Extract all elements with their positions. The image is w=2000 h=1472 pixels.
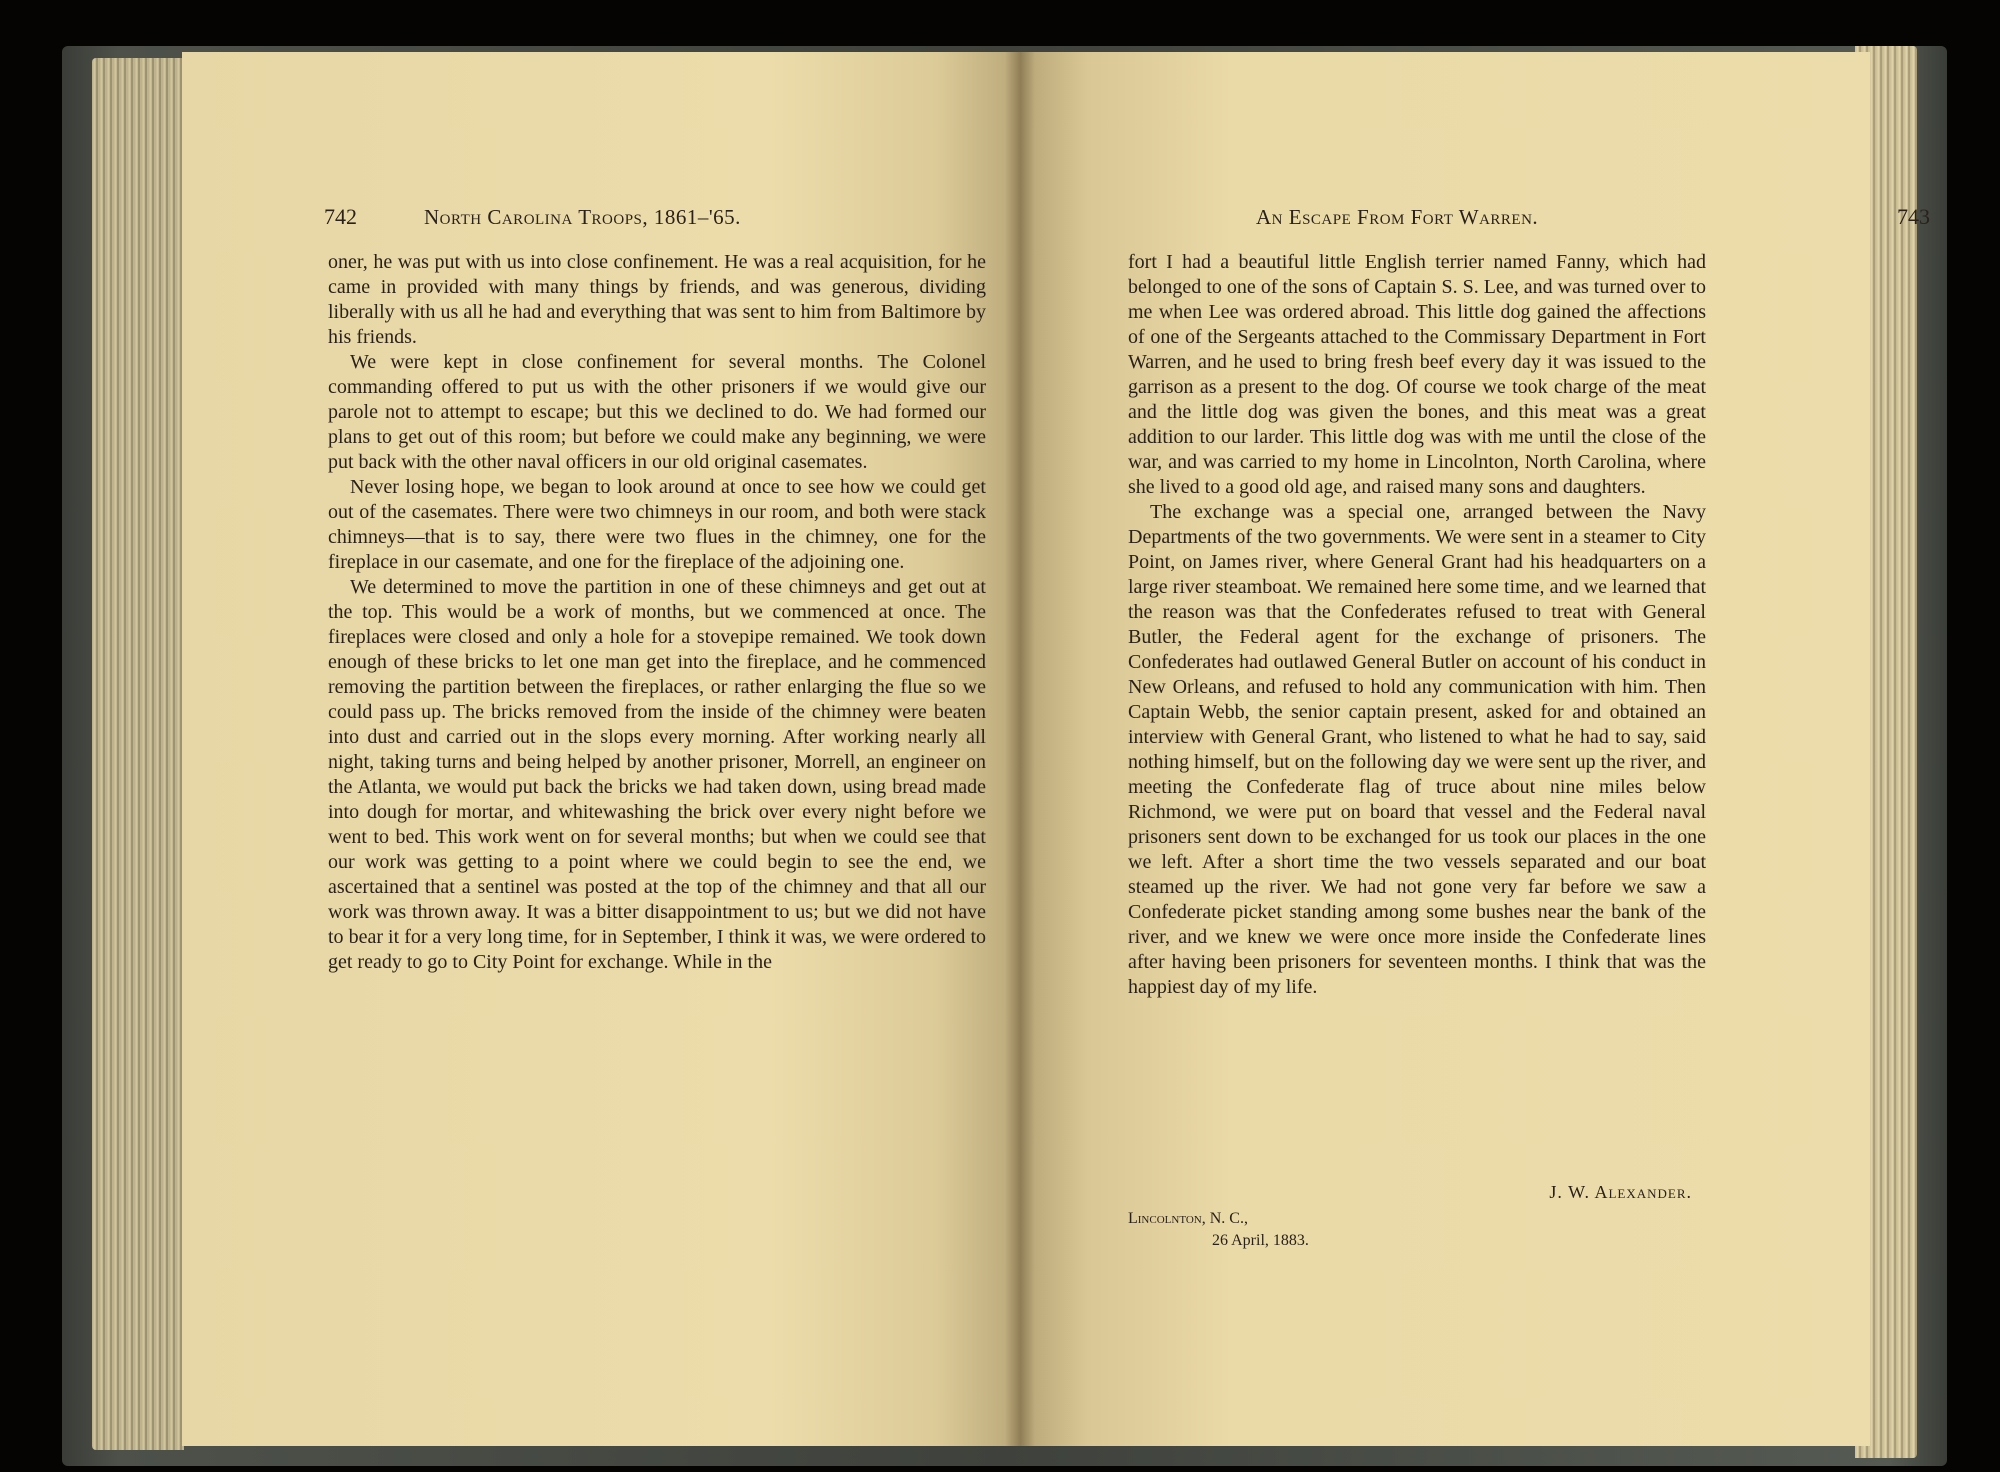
book-gutter <box>1005 52 1035 1446</box>
page-number: 743 <box>1897 204 1930 229</box>
paragraph: We determined to move the partition in one of these chimneys and get out at the top. This would be a work of months, but we commenced at once. The fireplaces were closed and only a hole for a stovepipe remained. We took down enough of these bricks to let one man get into the fireplace, and he commenced removing the partition between the fireplaces, or rather enlarging the flue so we could pass up. The bricks removed from the inside of the chimney were beaten into dust and carried out in the slops every morning. After working nearly all night, taking turns and being helped by another prisoner, Morrell, an engineer on the Atlanta, we would put back the bricks we had taken down, using bread made into dough for mortar, and whitewashing the brick over every night before we went to bed. This work went on for several months; but when we could see that our work was getting to a point where we could begin to see the end, we ascertained that a sentinel was posted at the top of the chimney and that all our work was thrown away. It was a bitter disappointment to us; but we did not have to bear it for a very long time, for in September, I think it was, we were ordered to get ready to go to City Point for exchange. While in the <box>328 576 986 973</box>
paragraph: oner, he was put with us into close confinement. He was a real acquisition, for he came in provided with many things by friends, and was generous, dividing liberally with us all he had and everything that was sent to him from Baltimore by his friends. <box>328 251 986 348</box>
page-number: 742 <box>324 204 357 229</box>
paragraph: Never losing hope, we began to look around at once to see how we could get out of the casemates. There were two chimneys in our room, and both were stack chimneys—that is to say, there were two flues in the chimney, one for the fireplace in our casemate, and one for the fireplace of the adjoining one. <box>328 476 986 573</box>
author-signature <box>1128 1180 1706 1205</box>
paragraph: fort I had a beautiful little English terrier named Fanny, which had belonged to one of the sons of Captain S. S. Lee, and was turned over to me when Lee was ordered abroad. This little dog gained the affections of one of the Sergeants attached to the Commissary Department in Fort Warren, and he used to bring fresh beef every day it was issued to the garrison as a present to the dog. Of course we took charge of the meat and the little dog was given the bones, and this meat was a great addition to our larder. This little dog was with me until the close of the war, and was carried to my home in Lincolnton, North Carolina, where she lived to a good old age, and raised many sons and daughters. <box>1128 251 1706 498</box>
left-text-block <box>328 250 986 975</box>
paragraph: We were kept in close confinement for several months. The Colonel commanding offered to put us with the other prisoners if we would give our parole not to attempt to escape; but this we declined to do. We had formed our plans to get out of this room; but before we could make any beginning, we were put back with the other naval officers in our old original casemates. <box>328 351 986 473</box>
running-title: North Carolina Troops, 1861–'65. <box>424 205 741 229</box>
date-text: 26 April, 1883. <box>1212 1232 1309 1249</box>
left-page <box>182 52 1020 1446</box>
place-text: Lincolnton, N. C., <box>1128 1210 1248 1227</box>
right-page <box>1020 52 1930 1446</box>
paragraph: The exchange was a special one, arranged between the Navy Departments of the two governments. We were sent in a steamer to City Point, on James river, where General Grant had his headquarters on a large river steamboat. We remained here some time, and we learned that the reason was that the Confederates refused to treat with General Butler, the Federal agent for the exchange of prisoners. The Confederates had outlawed General Butler on account of his conduct in New Orleans, and refused to hold any communication with him. Then Captain Webb, the senior captain present, asked for and obtained an interview with General Grant, who listened to what he had to say, said nothing himself, but on the following day we were sent up the river, and meeting the Confederate flag of truce about nine miles below Richmond, we were put on board that vessel and the Federal naval prisoners sent down to be exchanged for us took our places in the one we left. After a short time the two vessels separated and our boat steamed up the river. We had not gone very far before we saw a Confederate picket standing among some bushes near the bank of the river, and we knew we were once more inside the Confederate lines after having been prisoners for seventeen months. I think that was the happiest day of my life. <box>1128 501 1706 998</box>
left-running-head <box>324 202 996 232</box>
running-title: An Escape From Fort Warren. <box>1256 205 1539 229</box>
page-edges-left <box>92 58 184 1450</box>
right-running-head <box>1256 202 1930 232</box>
dateline <box>1128 1208 1309 1252</box>
right-text-block <box>1128 250 1706 1000</box>
signature-text: J. W. Alexander. <box>1549 1182 1692 1202</box>
